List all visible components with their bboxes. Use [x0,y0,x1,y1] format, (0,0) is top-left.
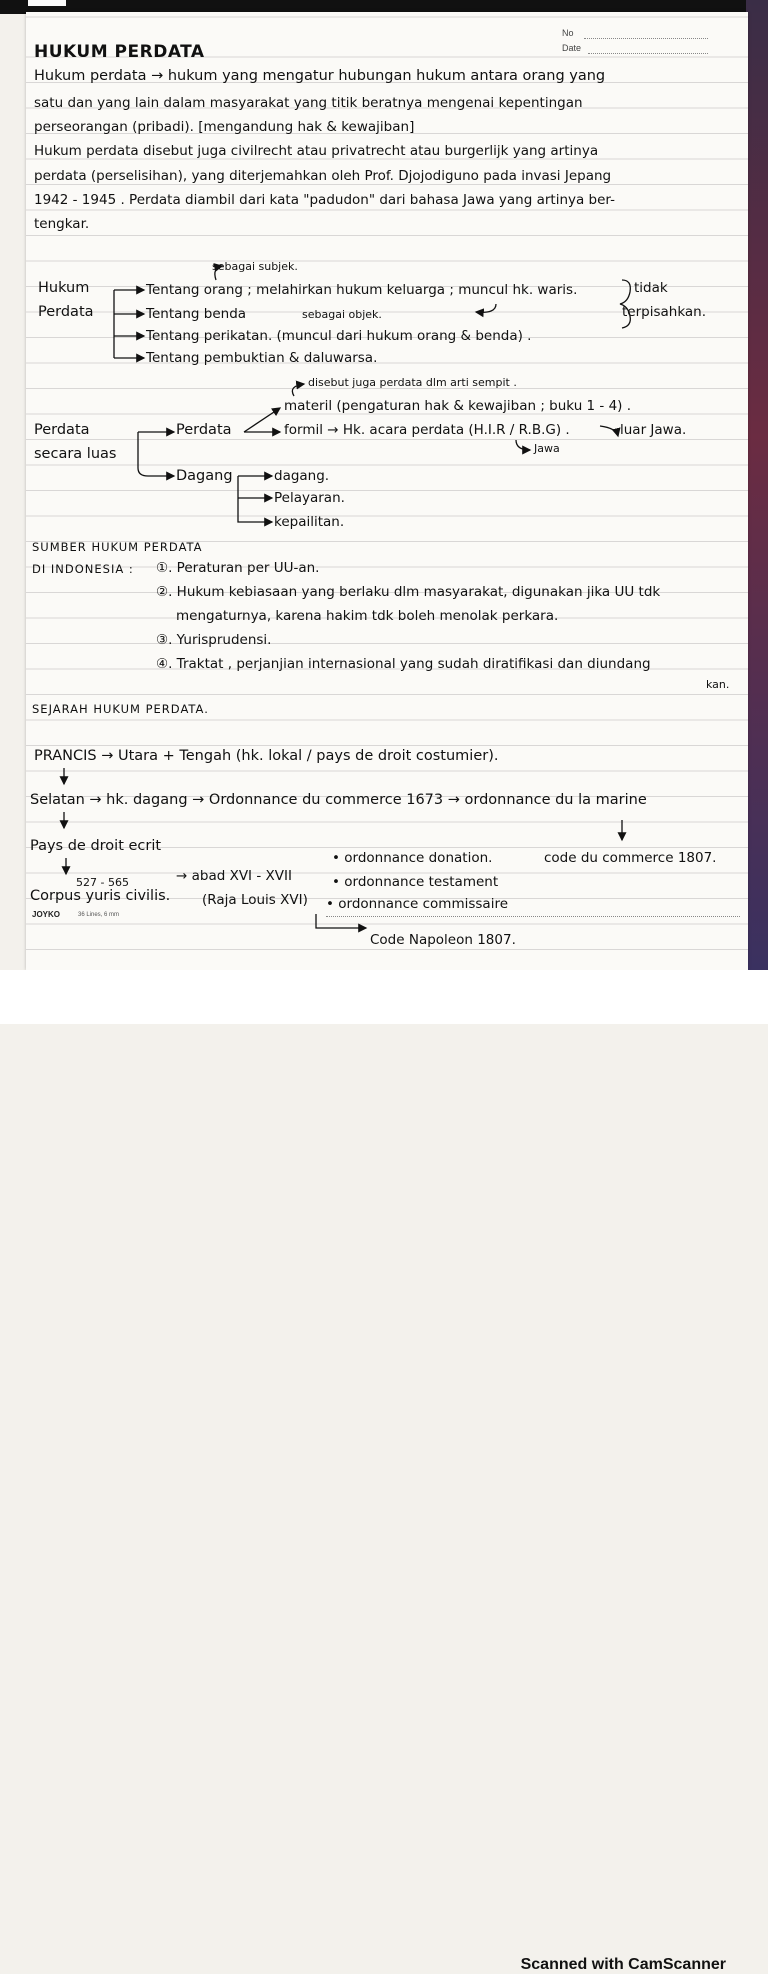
sejarah-line: Code Napoleon 1807. [370,932,516,948]
tree1-root-line2: Perdata [38,304,94,320]
sejarah-line: Corpus yuris civilis. [30,888,171,904]
sejarah-line: code du commerce 1807. [544,850,717,866]
tape-mark [28,0,66,6]
paper-brand-lines: 36 Lines, 6 mm [78,912,120,918]
intro-line: Hukum perdata → hukum yang mengatur hubungan hukum antara orang yang [34,68,606,84]
note-subjek: sebagai subjek. [212,260,298,273]
note-objek: sebagai objek. [302,308,382,321]
tree2-dagang-item: dagang. [274,468,330,484]
intro-line: tengkar. [34,216,90,232]
sejarah-line: • ordonnance donation. [332,850,493,866]
tree1-item: Tentang perikatan. (muncul dari hukum orang & benda) . [146,328,532,344]
tree2-formil: formil → Hk. acara perdata (H.I.R / R.B.G) . [284,422,570,438]
tree2-luar-jawa: luar Jawa. [620,422,687,438]
sejarah-line: Selatan → hk. dagang → Ordonnance du commerce 1673 → ordonnance du la marine [30,792,647,808]
note-sempit: disebut juga perdata dlm arti sempit . [308,376,517,389]
tree2-root-line1: Perdata [34,422,90,438]
sejarah-line: Pays de droit ecrit [30,838,162,854]
bracket-note-line1: tidak [634,280,668,296]
sejarah-line: → abad XVI - XVII [176,868,292,884]
tree2-perdata: Perdata [176,422,232,438]
sumber-heading: SUMBER HUKUM PERDATA [32,540,203,554]
tree2-dagang-item: kepailitan. [274,514,345,530]
sejarah-heading: SEJARAH HUKUM PERDATA. [32,702,209,716]
tree2-jawa: Jawa [534,442,560,455]
tree1-item: Tentang pembuktian & daluwarsa. [146,350,378,366]
sejarah-line: • ordonnance testament [332,874,499,890]
intro-line: perseorangan (pribadi). [mengandung hak & kewajiban] [34,119,415,135]
intro-line: perdata (perselisihan), yang diterjemahkan oleh Prof. Djojodiguno pada invasi Jepang [34,168,612,184]
paper-brand: JOYKO [32,910,61,919]
sejarah-line: (Raja Louis XVI) [202,892,308,908]
sumber-heading-2: DI INDONESIA : [32,562,134,576]
intro-line: satu dan yang lain dalam masyarakat yang titik beratnya mengenai kepentingan [34,95,583,111]
tree1-item: Tentang orang ; melahirkan hukum keluarga ; muncul hk. waris. [146,282,578,298]
tree2-dagang-item: Pelayaran. [274,490,345,506]
sumber-item: kan. [706,678,730,691]
sumber-item: mengaturnya, karena hakim tdk boleh menolak perkara. [176,608,559,624]
sumber-item: ④. Traktat , perjanjian internasional yang sudah diratifikasi dan diundang [156,656,651,672]
sumber-item: ②. Hukum kebiasaan yang berlaku dlm masyarakat, digunakan jika UU tdk [156,584,661,600]
handwritten-connectors [26,12,748,970]
tree1-root-line1: Hukum [38,280,90,296]
sejarah-line: PRANCIS → Utara + Tengah (hk. lokal / pays de droit costumier). [34,748,499,764]
sumber-item: ①. Peraturan per UU-an. [156,560,320,576]
sejarah-line: • ordonnance commissaire [326,896,508,912]
sumber-item: ③. Yurisprudensi. [156,632,272,648]
tree1-item: Tentang benda [146,306,247,322]
tree2-root-line2: secara luas [34,446,117,462]
page-title: HUKUM PERDATA [34,42,205,62]
binder-edge [746,0,768,970]
tree2-materil: materil (pengaturan hak & kewajiban ; buku 1 - 4) . [284,398,632,414]
camscanner-watermark: Scanned with CamScanner [520,1956,726,1973]
sejarah-line: 527 - 565 [76,876,129,889]
notebook-page [26,12,748,970]
intro-line: Hukum perdata disebut juga civilrecht atau privatrecht atau burgerlijk yang artinya [34,143,599,159]
bracket-note-line2: terpisahkan. [622,304,707,320]
footer [0,970,768,1973]
date-label: Date [562,43,582,53]
intro-line: 1942 - 1945 . Perdata diambil dari kata "padudon" dari bahasa Jawa yang artinya ber- [34,192,615,208]
no-label: No [562,28,574,38]
tree2-dagang: Dagang [176,468,233,484]
